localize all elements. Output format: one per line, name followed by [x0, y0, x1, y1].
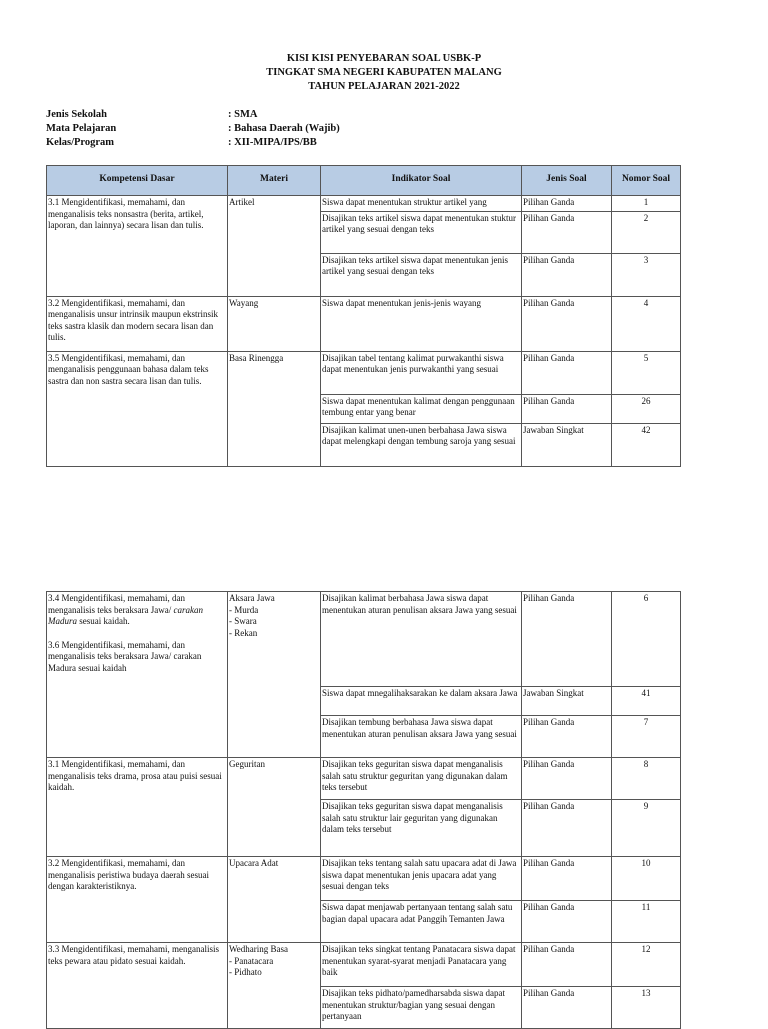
jenis-soal-cell: Pilihan Ganda — [522, 592, 612, 687]
jenis-soal-cell: Pilihan Ganda — [522, 901, 612, 943]
kd-text: sesuai kaidah. — [77, 616, 130, 626]
indikator-cell: Disajikan teks singkat tentang Panatacara siswa dapat menentukan syarat-syarat menjadi Panatacara yang baik — [321, 943, 522, 987]
nomor-soal-cell: 10 — [612, 857, 681, 901]
table-row — [47, 351, 681, 394]
jenis-soal-cell: Pilihan Ganda — [522, 800, 612, 857]
nomor-soal-cell: 7 — [612, 716, 681, 758]
nomor-soal-cell: 8 — [612, 758, 681, 800]
jenis-soal-cell: Pilihan Ganda — [522, 943, 612, 987]
doc-title-line1: KISI KISI PENYEBARAN SOAL USBK-P — [286, 53, 482, 64]
table-row — [47, 943, 681, 987]
jenis-soal-cell: Pilihan Ganda — [522, 758, 612, 800]
nomor-soal-cell: 2 — [612, 211, 681, 253]
indikator-cell: Siswa dapat menentukan struktur artikel yang — [321, 196, 522, 212]
meta-label: Mata Pelajaran — [46, 123, 117, 134]
nomor-soal-cell: 5 — [612, 351, 681, 394]
jenis-soal-cell: Pilihan Ganda — [522, 196, 612, 212]
nomor-soal-cell: 3 — [612, 253, 681, 296]
jenis-soal-cell: Pilihan Ganda — [522, 211, 612, 253]
materi-line: Wedharing Basa — [229, 944, 289, 954]
kd-text: 3.4 Mengidentifikasi, memahami, dan menganalisis teks beraksara Jawa/ — [48, 593, 185, 615]
meta-value: : XII-MIPA/IPS/BB — [228, 137, 317, 148]
meta-value: : SMA — [228, 109, 258, 120]
nomor-soal-cell: 6 — [612, 592, 681, 687]
nomor-soal-cell: 11 — [612, 901, 681, 943]
meta-mata-pelajaran — [46, 122, 340, 136]
indikator-cell: Disajikan teks tentang salah satu upacara adat di Jawa siswa dapat menentukan jenis upacara adat yang sesuai dengan teks — [321, 857, 522, 901]
meta-kelas-program — [46, 136, 317, 150]
jenis-soal-cell: Jawaban Singkat — [522, 423, 612, 466]
col-jenis-soal: Jenis Soal — [522, 166, 612, 196]
nomor-soal-cell: 12 — [612, 943, 681, 987]
col-nomor-soal: Nomor Soal — [612, 166, 681, 196]
indikator-cell: Siswa dapat mnegalihaksarakan ke dalam aksara Jawa — [321, 687, 522, 716]
nomor-soal-cell: 41 — [612, 687, 681, 716]
kompetensi-dasar-cell: 3.1 Mengidentifikasi, memahami, dan menganalisis teks drama, prosa atau puisi sesuai kaidah. — [47, 758, 228, 857]
nomor-soal-cell: 42 — [612, 423, 681, 466]
nomor-soal-cell: 9 — [612, 800, 681, 857]
materi-cell: Artikel — [228, 196, 321, 297]
col-kompetensi-dasar: Kompetensi Dasar — [47, 166, 228, 196]
kompetensi-dasar-cell: 3.3 Mengidentifikasi, memahami, menganalisis teks pewara atau pidato sesuai kaidah. — [47, 943, 228, 1029]
indikator-cell: Disajikan teks pidhato/pamedharsabda siswa dapat menentukan struktur/bagian yang sesuai dengan pertanyaan — [321, 987, 522, 1029]
materi-cell — [228, 943, 321, 1029]
jenis-soal-cell: Pilihan Ganda — [522, 987, 612, 1029]
nomor-soal-cell: 4 — [612, 296, 681, 351]
meta-label: Jenis Sekolah — [46, 109, 107, 120]
materi-cell: Upacara Adat — [228, 857, 321, 943]
table-row — [47, 758, 681, 800]
materi-line: - Rekan — [229, 627, 258, 638]
indikator-cell: Disajikan teks geguritan siswa dapat menganalisis salah satu struktur lair geguritan yang digunakan dalam teks tersebut — [321, 800, 522, 857]
kisi-kisi-table-2 — [46, 591, 681, 1029]
materi-line: - Swara — [229, 616, 257, 626]
kd-text-italic: carakan Madura — [48, 604, 203, 626]
indikator-cell: Siswa dapat menentukan kalimat dengan penggunaan tembung entar yang benar — [321, 394, 522, 423]
indikator-cell: Disajikan teks artikel siswa dapat menentukan jenis artikel yang sesuai dengan teks — [321, 253, 522, 296]
kompetensi-dasar-cell: 3.2 Mengidentifikasi, memahami, dan menganalisis unsur intrinsik maupun ekstrinsik teks sastra klasik dan modern secara lisan dan tulis. — [47, 296, 228, 351]
indikator-cell: Disajikan teks geguritan siswa dapat menganalisis salah satu struktur geguritan yang digunakan dalam teks tersebut — [321, 758, 522, 800]
kompetensi-dasar-cell: 3.5 Mengidentifikasi, memahami, dan menganalisis penggunaan bahasa dalam teks sastra dan non sastra secara lisan dan tulis. — [47, 351, 228, 466]
table-row — [47, 592, 681, 687]
meta-jenis-sekolah — [46, 108, 257, 122]
materi-cell — [228, 592, 321, 758]
indikator-cell: Disajikan teks artikel siswa dapat menentukan stuktur artikel yang sesuai dengan teks — [321, 211, 522, 253]
materi-cell: Geguritan — [228, 758, 321, 857]
jenis-soal-cell: Jawaban Singkat — [522, 687, 612, 716]
indikator-cell: Disajikan kalimat unen-unen berbahasa Jawa siswa dapat melengkapi dengan tembung saroja yang sesuai — [321, 423, 522, 466]
materi-cell: Basa Rinengga — [228, 351, 321, 466]
doc-title-line3: TAHUN PELAJARAN 2021-2022 — [308, 81, 460, 92]
nomor-soal-cell: 13 — [612, 987, 681, 1029]
materi-cell: Wayang — [228, 296, 321, 351]
meta-label: Kelas/Program — [46, 137, 115, 148]
nomor-soal-cell: 1 — [612, 196, 681, 212]
materi-line: - Panatacara — [229, 955, 274, 966]
table-header-row — [47, 166, 681, 196]
meta-value: : Bahasa Daerah (Wajib) — [228, 123, 340, 134]
materi-line: Aksara Jawa — [229, 593, 275, 603]
kisi-kisi-table-1 — [46, 165, 681, 467]
jenis-soal-cell: Pilihan Ganda — [522, 394, 612, 423]
materi-line: - Murda — [229, 604, 259, 615]
nomor-soal-cell: 26 — [612, 394, 681, 423]
kd-3-6: 3.6 Mengidentifikasi, memahami, dan menganalisis teks beraksara Jawa/ carakan Madura sesuai kaidah — [48, 639, 202, 673]
doc-title-line2: TINGKAT SMA NEGERI KABUPATEN MALANG — [266, 67, 502, 78]
kompetensi-dasar-cell — [47, 592, 228, 758]
table-row — [47, 196, 681, 212]
materi-line: - Pidhato — [229, 967, 262, 977]
indikator-cell: Disajikan tembung berbahasa Jawa siswa dapat menentukan aturan penulisan aksara Jawa yang sesuai — [321, 716, 522, 758]
jenis-soal-cell: Pilihan Ganda — [522, 296, 612, 351]
jenis-soal-cell: Pilihan Ganda — [522, 857, 612, 901]
col-indikator-soal: Indikator Soal — [321, 166, 522, 196]
indikator-cell: Disajikan kalimat berbahasa Jawa siswa dapat menentukan aturan penulisan aksara Jawa yang sesuai — [321, 592, 522, 687]
indikator-cell: Disajikan tabel tentang kalimat purwakanthi siswa dapat menentukan jenis purwakanthi yang sesuai — [321, 351, 522, 394]
kompetensi-dasar-cell: 3.2 Mengidentifikasi, memahami, dan menganalisis peristiwa budaya daerah sesuai dengan karakteristiknya. — [47, 857, 228, 943]
jenis-soal-cell: Pilihan Ganda — [522, 253, 612, 296]
table-row — [47, 857, 681, 901]
jenis-soal-cell: Pilihan Ganda — [522, 716, 612, 758]
table-row — [47, 296, 681, 351]
indikator-cell: Siswa dapat menentukan jenis-jenis wayang — [321, 296, 522, 351]
col-materi: Materi — [228, 166, 321, 196]
kd-3-4 — [48, 593, 226, 628]
jenis-soal-cell: Pilihan Ganda — [522, 351, 612, 394]
indikator-cell: Siswa dapat menjawab pertanyaan tentang salah satu bagian dapal upacara adat Panggih Temanten Jawa — [321, 901, 522, 943]
kompetensi-dasar-cell: 3.1 Mengidentifikasi, memahami, dan menganalisis teks nonsastra (berita, artikel, laporan, dan lainnya) secara lisan dan tulis. — [47, 196, 228, 297]
